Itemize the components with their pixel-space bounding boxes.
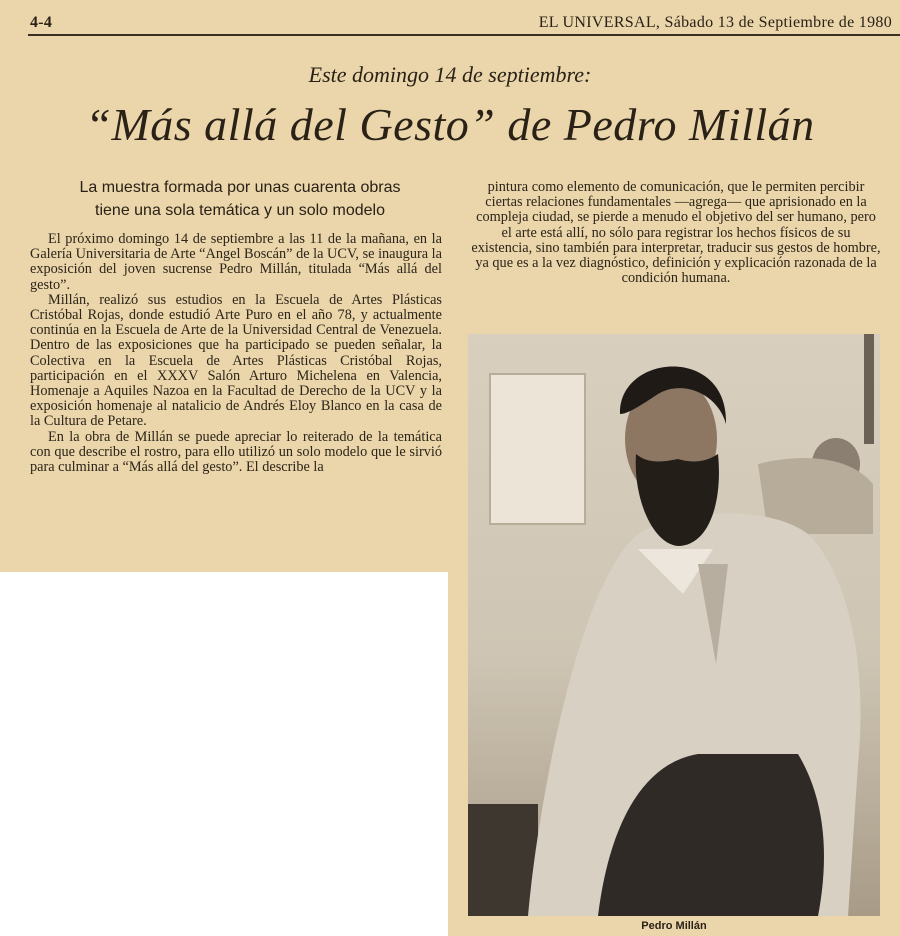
paragraph: pintura como elemento de comunicación, que le permiten percibir ciertas relaciones fundamentales —agrega— que aprisionado en la compleja ciudad, se pierde a menudo el objetivo del ser humano, pero el arte está allí, no sólo para registrar los hechos físicos de su existencia, sino también para interpretar, traducir sus gestos de hombre, ya que es a la vez diagnóstico, definición y explicación razonada de la condición humana.: [471, 179, 881, 287]
deck: [40, 176, 440, 222]
photo-caption: Pedro Millán: [641, 920, 707, 932]
article-column-left: [30, 232, 442, 475]
masthead: EL UNIVERSAL, Sábado 13 de Septiembre de 1980: [538, 14, 892, 31]
header-rule: [28, 34, 900, 36]
paragraph: El próximo domingo 14 de septiembre a las 11 de la mañana, en la Galería Universitaria de Arte “Angel Boscán” de la UCV, se inaugura la exposición del joven sucrense Pedro Millán, titulada “Más allá del gesto”.: [30, 231, 442, 293]
headline: “Más allá del Gesto” de Pedro Millán: [85, 99, 815, 150]
paragraph: En la obra de Millán se puede apreciar lo reiterado de la temática con que describe el rostro, para ello utilizó un solo modelo que le sirvió para culminar a “Más allá del gesto”. El describe la: [30, 428, 442, 476]
portrait-illustration: [468, 334, 880, 916]
deck-line: La muestra formada por unas cuarenta obras: [79, 179, 401, 196]
kicker: Este domingo 14 de septiembre:: [308, 62, 592, 87]
portrait-photo: [468, 334, 880, 916]
paragraph: Millán, realizó sus estudios en la Escuela de Artes Plásticas Cristóbal Rojas, donde estudió Arte Puro en el año 78, y actualmente continúa en la Escuela de Arte de la Universidad Central de Venezuela. Dentro de las exposiciones que ha participado se pueden señalar, la Colectiva en la Escuela de Artes Plásticas Cristóbal Rojas, participación en el XXXV Salón Arturo Michelena en Valencia, Homenaje a Aquiles Nazoa en la Facultad de Derecho de la UCV y la exposición homenaje al natalicio de Andrés Eloy Blanco en la casa de la Cultura de Petare.: [30, 291, 442, 430]
deck-line: tiene una sola temática y un solo modelo: [95, 202, 385, 219]
page-number: 4-4: [30, 14, 53, 31]
article-column-right: [470, 180, 882, 286]
